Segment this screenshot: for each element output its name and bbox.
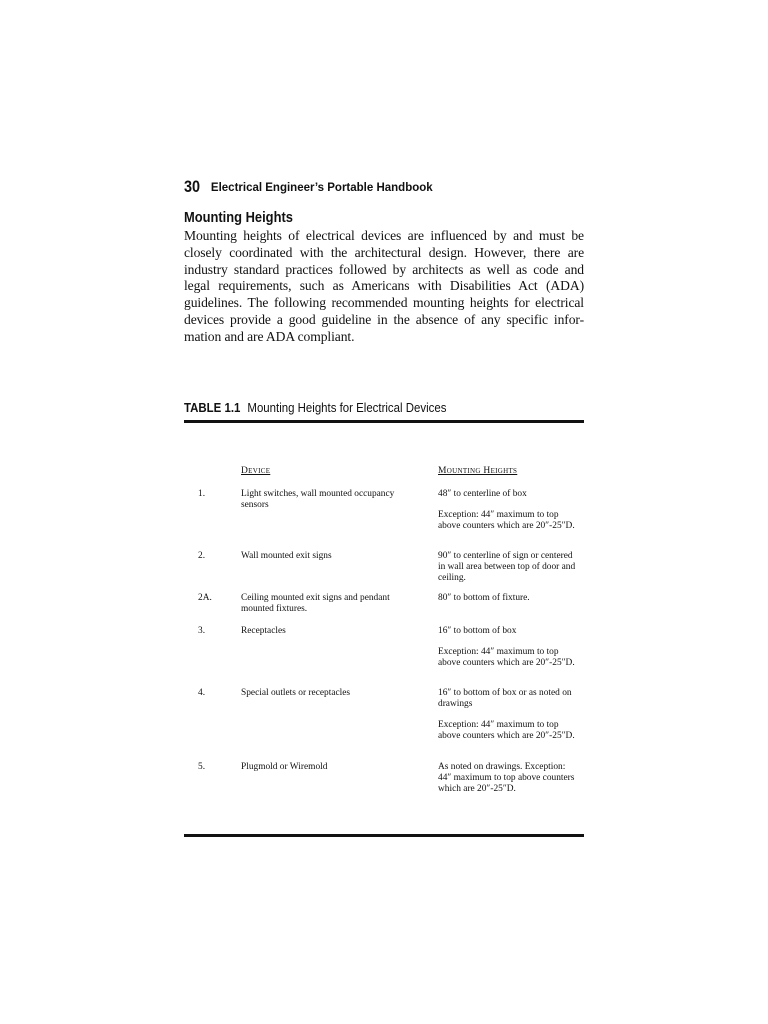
height-line: 48″ to centerline of box (438, 489, 527, 499)
height-line: 90″ to centerline of sign or centered in wall area between top of door and ceiling. (438, 551, 576, 583)
row-device: Plugmold or Wiremold (241, 762, 328, 772)
row-number: 1. (198, 489, 206, 499)
row-number: 5. (198, 762, 206, 772)
height-line: 16″ to bottom of box or as noted on drawings (438, 688, 572, 709)
height-line: As noted on drawings. Exception: 44″ maximum to top above counters which are 20″-25″D. (438, 762, 575, 794)
table-label: TABLE 1.1 (184, 400, 241, 415)
row-number: 2A. (198, 593, 212, 603)
table-bottom-rule (184, 834, 584, 837)
page-number: 30 (184, 177, 201, 196)
section-heading: Mounting Heights (184, 209, 293, 226)
table-title: Mounting Heights for Electrical Devices (247, 400, 447, 415)
row-mounting-height (438, 551, 578, 594)
row-mounting-height (438, 762, 578, 805)
row-mounting-height (438, 489, 578, 542)
running-head (184, 177, 433, 197)
column-header-device: Device (241, 466, 271, 476)
height-line: Exception: 44″ maximum to top above counters which are 20″-25″D. (438, 647, 575, 668)
row-mounting-height (438, 593, 578, 614)
height-line: Exception: 44″ maximum to top above counters which are 20″-25″D. (438, 510, 575, 531)
height-line: Exception: 44″ maximum to top above counters which are 20″-25″D. (438, 720, 575, 741)
row-device: Special outlets or receptacles (241, 688, 351, 698)
row-mounting-height (438, 626, 578, 679)
row-device: Ceiling mounted exit signs and pendant mounted fixtures. (241, 593, 390, 614)
intro-paragraph: Mounting heights of electrical devices are influenced by and must be closely coordinated with the architectural design. However, there are industry standard practices followed by architects as well as code and legal requirements, such as Americans with Disabilities Act (ADA) guidelines. The following recommended mounting heights for electrical devices provide a good guideline in the absence of any specific infor- mation and are ADA compliant. (184, 228, 584, 344)
book-title: Electrical Engineer’s Portable Handbook (210, 182, 433, 194)
height-line: 80″ to bottom of fixture. (438, 593, 530, 603)
row-number: 4. (198, 688, 206, 698)
row-device: Light switches, wall mounted occupancy sensors (241, 489, 395, 510)
row-device: Receptacles (241, 626, 286, 636)
row-device: Wall mounted exit signs (241, 551, 332, 561)
height-line: 16″ to bottom of box (438, 626, 517, 636)
table-top-rule (184, 420, 584, 423)
row-mounting-height (438, 688, 578, 752)
column-header-mounting-heights: Mounting Heights (438, 466, 518, 476)
table-caption (184, 400, 446, 415)
row-number: 2. (198, 551, 206, 561)
row-number: 3. (198, 626, 206, 636)
